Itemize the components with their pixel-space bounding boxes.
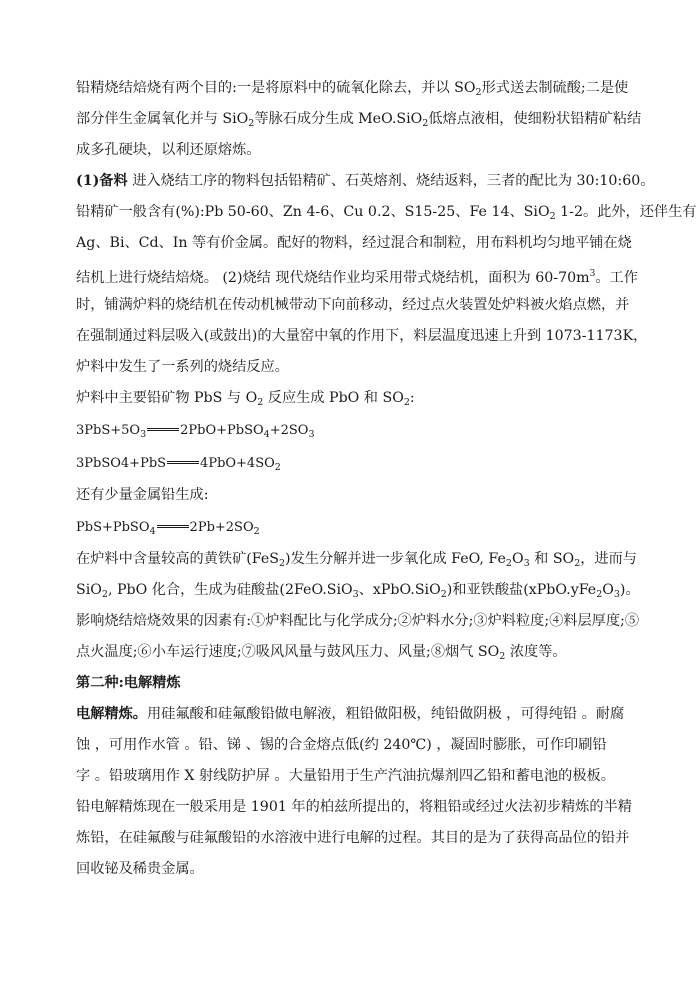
equals-arrow: [167, 461, 199, 464]
para-2-line-3: Ag、Bi、Cd、In 等有价金属。配好的物料，经过混合和制粒，用布料机均匀地平铺在烧: [76, 235, 632, 251]
para-7-line-1: 电解精炼。用硅氟酸和硅氟酸铅做电解液，粗铅做阳极，纯铅做阴极 ，可得纯铅 。耐腐: [76, 706, 625, 722]
para-4: 还有少量金属铅生成:: [76, 487, 209, 503]
para-8-line-1: 铅电解精炼现在一般采用是 1901 年的柏兹所提出的，将粗铅或经过火法初步精炼的半精: [76, 799, 632, 815]
equals-arrow: [147, 428, 179, 431]
para-1-line-2: 部分伴生金属氧化并与 SiO$_2$等脉石成分生成 MeO.SiO$_2$低熔点液相，使细粉状铅精矿粘结: [76, 111, 642, 129]
para-5-line-2: SiO$_2$, PbO 化合，生成为硅酸盐(2FeO.SiO$_3$、xPbO.SiO$_2$)和亚铁酸盐$(xPbO.yFe_2O_3)$。: [76, 582, 640, 600]
section-heading-electrolysis: 第二种:电解精炼: [76, 675, 181, 691]
para-2-line-1: (1)备料 进入烧结工序的物料包括铅精矿、石英熔剂、烧结返料，三者的配比为 30:10:60。: [76, 173, 655, 189]
para-2-line-2: 铅精矿一般含有(%):Pb 50-60、Zn 4-6、Cu 0.2、S15-25、Fe 14、SiO$_2$ 1-2。此外，还伴生有: [76, 204, 696, 222]
para-8-line-2: 炼铅，在硅氟酸与硅氟酸铅的水溶液中进行电解的过程。其目的是为了获得高品位的铅并: [76, 830, 630, 846]
para-2-line-7: 炉料中发生了一系列的烧结反应。: [76, 359, 289, 375]
electrolysis-label: 电解精炼。: [76, 706, 147, 722]
equation-3: PbS+PbSO$_4$ $2Pb+2SO_2$: [76, 520, 260, 537]
equation-1: $3PbS+5O_3$ $2PbO+PbSO_4+2SO_3$: [76, 423, 315, 440]
para-8-line-3: 回收铋及稀贵金属。: [76, 861, 204, 877]
para-2-line-6: 在强制通过料层吸入(或鼓出)的大量窑中氧的作用下，料层温度迅速上升到 1073-1173K，: [76, 328, 648, 344]
para-3: 炉料中主要铅矿物 PbS 与 $O_2$ 反应生成 PbO 和 $SO_2$:: [76, 390, 415, 408]
para-2-line-4: 结机上进行烧结焙烧。 (2)烧结 现代烧结作业均采用带式烧结机，面积为 $60-70m^3$。工作: [76, 269, 638, 286]
equals-arrow: [157, 525, 189, 528]
para-5-line-1: 在炉料中含量较高的黄铁矿(FeS$_2$)发生分解并进一步氧化成 FeO, $Fe_2O_3$ 和 $SO_2$，进而与: [76, 551, 637, 569]
para-1-line-3: 成多孔硬块，以利还原熔炼。: [76, 142, 261, 158]
equation-2: 3PbSO4+PbS $4PbO+4SO_2$: [76, 456, 281, 473]
para-2-line-5: 时，铺满炉料的烧结机在传动机械带动下向前移动，经过点火装置处炉料被火焰点燃，并: [76, 297, 630, 313]
para-6-line-2: 点火温度;⑥小车运行速度;⑦吸风风量与鼓风压力、风量;⑧烟气 $SO_2$ 浓度等。: [76, 644, 567, 662]
para-7-line-2: 蚀 ，可用作水管 。铅、锑 、锡的合金熔点低(约 240℃) ，凝固时膨胀，可作印刷铅: [76, 737, 607, 753]
section-heading-preparation: (1)备料: [76, 173, 128, 189]
para-6-line-1: 影响烧结焙烧效果的因素有:①炉料配比与化学成分;②炉料水分;③炉料粒度;④料层厚度;⑤: [76, 613, 640, 629]
para-7-line-3: 字 。铅玻璃用作 X 射线防护屏 。大量铅用于生产汽油抗爆剂四乙铅和蓄电池的极板。: [76, 768, 615, 784]
para-1-line-1: 铅精烧结焙烧有两个目的:一是将原料中的硫氧化除去，并以 $SO_2$形式送去制硫酸;二是使: [76, 80, 629, 98]
